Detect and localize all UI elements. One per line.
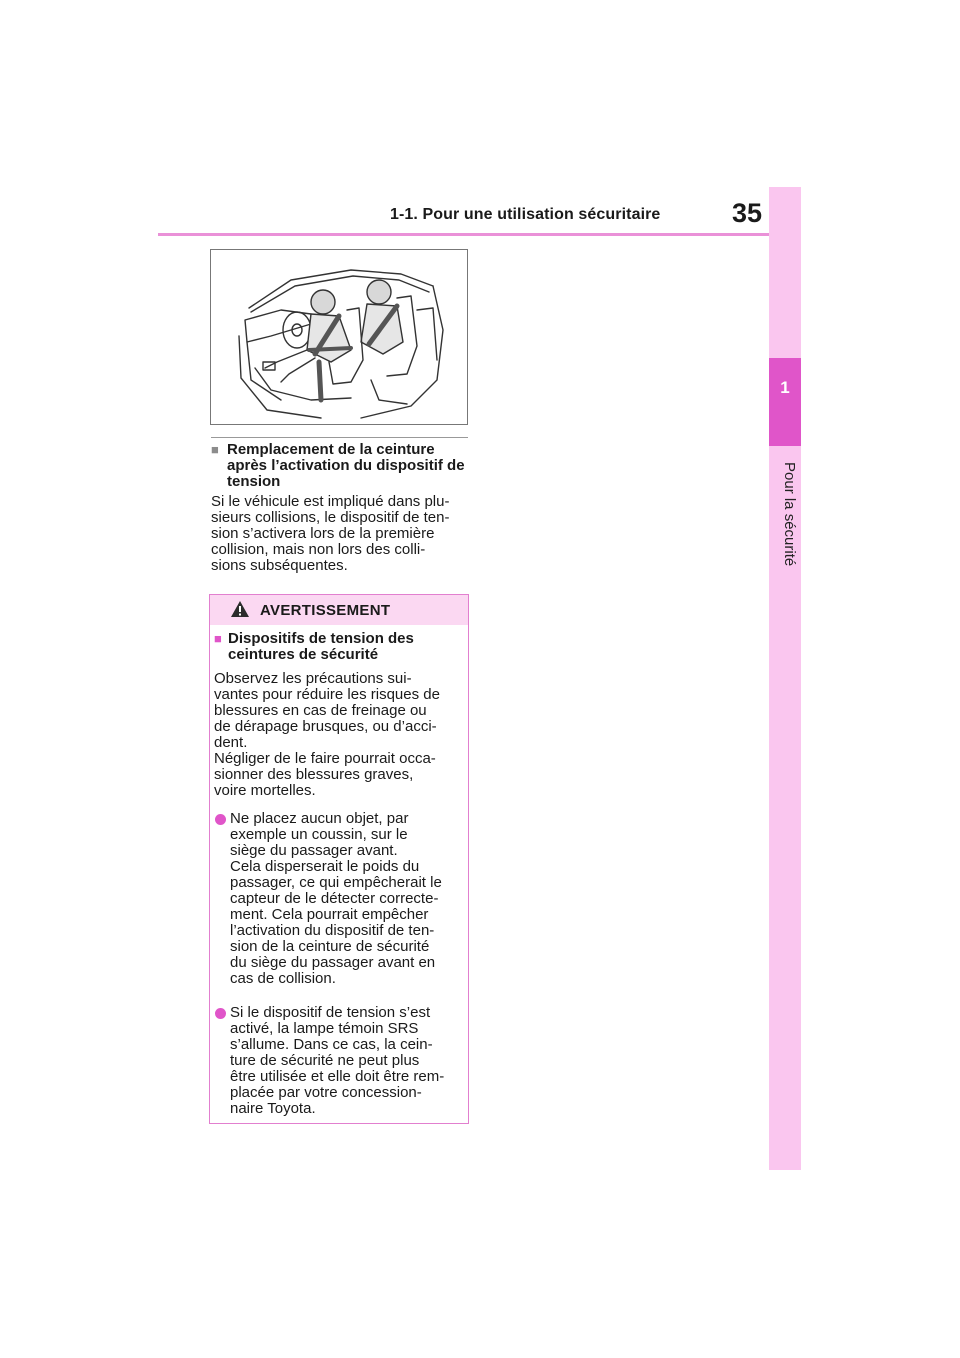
- chapter-side-tab: [769, 187, 801, 1170]
- header-divider: [158, 233, 770, 236]
- section-title: 1-1. Pour une utilisation sécuritaire: [390, 206, 661, 223]
- chapter-label: Pour la sécurité: [781, 462, 798, 567]
- warning-triangle-icon: [230, 600, 250, 622]
- vehicle-illustration: [210, 249, 468, 425]
- warning-title: AVERTISSEMENT: [260, 602, 391, 619]
- section-body: Si le véhicule est impliqué dans plu- sieurs collisions, le dispositif de ten- sion s’activera lors de la première collision, mais non lors des colli- sions subséquentes.: [211, 493, 450, 574]
- warning-heading-text: Dispositifs de tension des ceintures de sécurité: [228, 630, 414, 663]
- warning-header: [210, 595, 468, 625]
- car-interior-drawing: [211, 250, 467, 424]
- square-bullet-icon: ■: [214, 631, 222, 646]
- page-number: 35: [732, 198, 763, 228]
- section-divider: [211, 437, 468, 438]
- warning-bullet-text: Si le dispositif de tension s’est activé, la lampe témoin SRS s’allume. Dans ce cas, la cein- ture de sécurité ne peut plus être utilisée et elle doit être rem- placée par votre concession- naire Toyota.: [230, 1004, 445, 1117]
- circle-bullet-icon: [215, 814, 226, 825]
- warning-bullet-text: Ne placez aucun objet, par exemple un coussin, sur le siège du passager avant. Cela disperserait le poids du passager, ce qui empêcherait le capteur de le détecter correcte- ment. Cela pourrait empêcher l’activation du dispositif de ten- sion de la ceinture de sécurité du siège du passager avant en cas de collision.: [230, 810, 442, 987]
- section-heading: [211, 442, 471, 490]
- chapter-number: 1: [780, 378, 790, 397]
- active-chapter-marker: [769, 358, 801, 446]
- square-bullet-icon: ■: [211, 442, 219, 457]
- section-heading-text: Remplacement de la ceinture après l’activation du dispositif de tension: [227, 441, 465, 490]
- warning-intro: Observez les précautions sui- vantes pour réduire les risques de blessures en cas de freinage ou de dérapage brusques, ou d’acci- dent. Négliger de le faire pourrait occa- sionner des blessures graves, voire mortelles.: [214, 670, 440, 799]
- warning-box: [209, 594, 469, 1124]
- warning-heading: [214, 631, 464, 663]
- circle-bullet-icon: [215, 1008, 226, 1019]
